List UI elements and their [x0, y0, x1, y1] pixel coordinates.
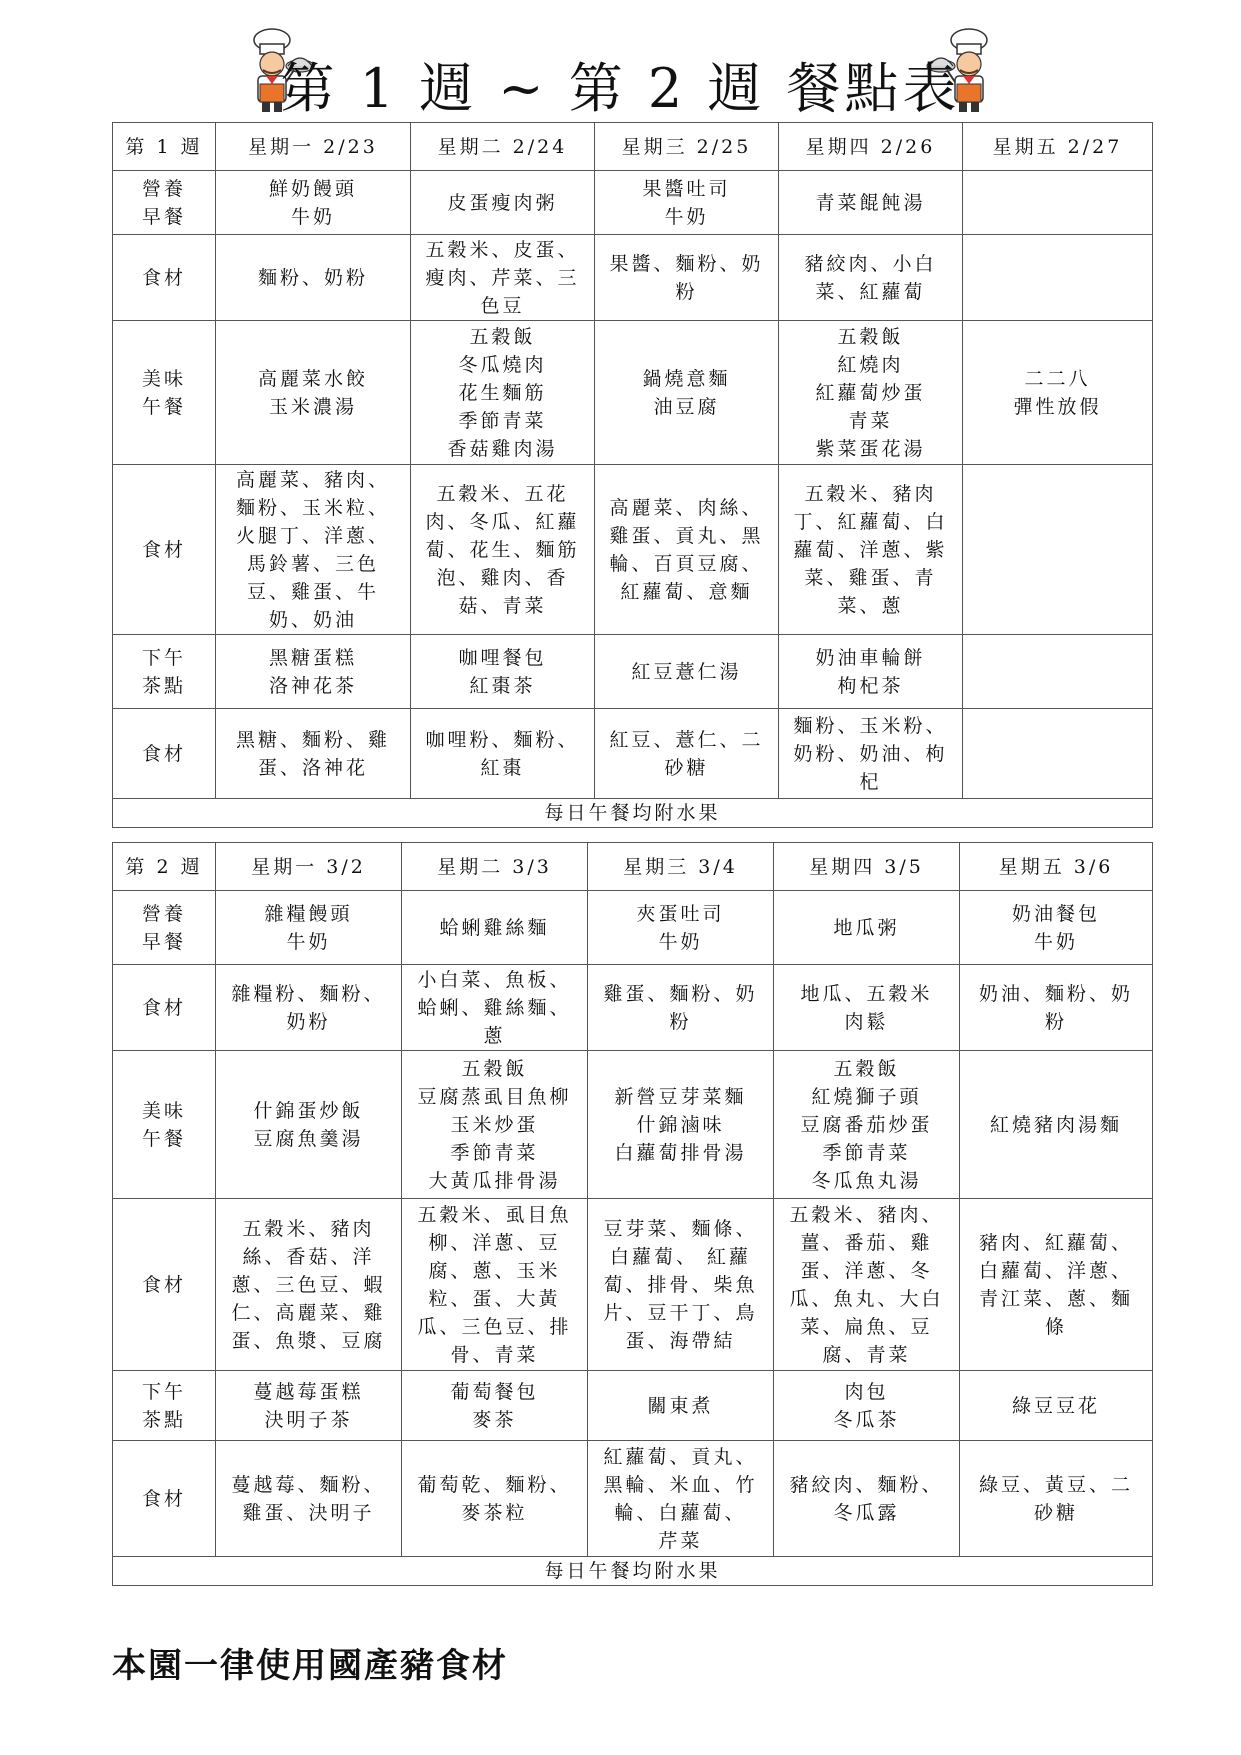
menu-row — [113, 709, 1153, 799]
menu-row — [113, 1199, 1153, 1371]
menu-cell: 地瓜、五穀米 肉鬆 — [774, 965, 960, 1051]
row-label: 美味 午餐 — [113, 321, 216, 465]
week-header-row — [113, 843, 1153, 891]
menu-row — [113, 465, 1153, 635]
day-header: 星期四 2/26 — [779, 123, 963, 171]
menu-cell: 咖哩粉、麵粉、 紅棗 — [411, 709, 595, 799]
menu-row — [113, 321, 1153, 465]
menu-cell — [963, 635, 1153, 709]
menu-cell: 果醬吐司 牛奶 — [595, 171, 779, 235]
menu-cell: 高麗菜、肉絲、 雞蛋、貢丸、黑 輪、百頁豆腐、 紅蘿蔔、意麵 — [595, 465, 779, 635]
day-header: 星期四 3/5 — [774, 843, 960, 891]
menu-cell: 五穀米、豬肉 丁、紅蘿蔔、白 蘿蔔、洋蔥、紫 菜、雞蛋、青 菜、蔥 — [779, 465, 963, 635]
menu-cell: 肉包 冬瓜茶 — [774, 1371, 960, 1441]
menu-cell: 高麗菜水餃 玉米濃湯 — [216, 321, 411, 465]
menu-row — [113, 1371, 1153, 1441]
menu-cell: 五穀米、五花 肉、冬瓜、紅蘿 蔔、花生、麵筋 泡、雞肉、香 菇、青菜 — [411, 465, 595, 635]
footer-note: 本園一律使用國產豬食材 — [112, 1646, 508, 1686]
row-label: 下午 茶點 — [113, 1371, 216, 1441]
row-label: 食材 — [113, 235, 216, 321]
day-header: 星期二 2/24 — [411, 123, 595, 171]
note-row — [113, 1557, 1153, 1586]
menu-cell: 鍋燒意麵 油豆腐 — [595, 321, 779, 465]
menu-row — [113, 635, 1153, 709]
row-label: 營養 早餐 — [113, 891, 216, 965]
menu-cell — [963, 709, 1153, 799]
row-label: 食材 — [113, 465, 216, 635]
page-header — [0, 0, 1241, 122]
menu-cell: 小白菜、魚板、 蛤蜊、雞絲麵、 蔥 — [402, 965, 588, 1051]
day-header: 星期一 3/2 — [216, 843, 402, 891]
menu-cell: 鮮奶饅頭 牛奶 — [216, 171, 411, 235]
row-label: 營養 早餐 — [113, 171, 216, 235]
menu-cell: 麵粉、玉米粉、 奶粉、奶油、枸 杞 — [779, 709, 963, 799]
menu-cell: 豬絞肉、小白 菜、紅蘿蔔 — [779, 235, 963, 321]
day-header: 星期五 3/6 — [960, 843, 1153, 891]
menu-row — [113, 235, 1153, 321]
menu-cell: 什錦蛋炒飯 豆腐魚羹湯 — [216, 1051, 402, 1199]
row-label: 食材 — [113, 1441, 216, 1557]
menu-cell: 豬絞肉、麵粉、 冬瓜露 — [774, 1441, 960, 1557]
menu-cell: 葡萄餐包 麥茶 — [402, 1371, 588, 1441]
fruit-note: 每日午餐均附水果 — [113, 1557, 1153, 1586]
menu-cell: 五穀飯 紅燒獅子頭 豆腐番茄炒蛋 季節青菜 冬瓜魚丸湯 — [774, 1051, 960, 1199]
menu-cell: 黑糖、麵粉、雞 蛋、洛神花 — [216, 709, 411, 799]
menu-cell: 咖哩餐包 紅棗茶 — [411, 635, 595, 709]
week-header-row — [113, 123, 1153, 171]
menu-cell: 雜糧饅頭 牛奶 — [216, 891, 402, 965]
day-header: 星期三 3/4 — [588, 843, 774, 891]
menu-row — [113, 1051, 1153, 1199]
menu-cell: 五穀米、皮蛋、 瘦肉、芹菜、三 色豆 — [411, 235, 595, 321]
week-1-menu-table — [112, 122, 1153, 828]
page-title: 第 1 週 ~ 第 2 週 餐點表 — [280, 57, 961, 120]
row-label: 下午 茶點 — [113, 635, 216, 709]
week-label: 第 2 週 — [113, 843, 216, 891]
row-label: 食材 — [113, 965, 216, 1051]
menu-cell — [963, 465, 1153, 635]
day-header: 星期一 2/23 — [216, 123, 411, 171]
menu-cell: 紅燒豬肉湯麵 — [960, 1051, 1153, 1199]
menu-cell: 蛤蜊雞絲麵 — [402, 891, 588, 965]
menu-cell: 豬肉、紅蘿蔔、 白蘿蔔、洋蔥、 青江菜、蔥、麵 條 — [960, 1199, 1153, 1371]
menu-row — [113, 965, 1153, 1051]
menu-cell: 雜糧粉、麵粉、 奶粉 — [216, 965, 402, 1051]
fruit-note: 每日午餐均附水果 — [113, 799, 1153, 828]
menu-cell: 五穀飯 冬瓜燒肉 花生麵筋 季節青菜 香菇雞肉湯 — [411, 321, 595, 465]
menu-cell: 奶油餐包 牛奶 — [960, 891, 1153, 965]
menu-cell: 紅豆薏仁湯 — [595, 635, 779, 709]
menu-cell: 豆芽菜、麵條、 白蘿蔔、 紅蘿 蔔、排骨、柴魚 片、豆干丁、鳥 蛋、海帶結 — [588, 1199, 774, 1371]
menu-cell: 五穀飯 紅燒肉 紅蘿蔔炒蛋 青菜 紫菜蛋花湯 — [779, 321, 963, 465]
menu-cell — [963, 235, 1153, 321]
week-2-menu-table — [112, 842, 1153, 1586]
menu-row — [113, 171, 1153, 235]
menu-cell: 雞蛋、麵粉、奶 粉 — [588, 965, 774, 1051]
menu-row — [113, 1441, 1153, 1557]
row-label: 美味 午餐 — [113, 1051, 216, 1199]
menu-cell: 蔓越莓、麵粉、 雞蛋、決明子 — [216, 1441, 402, 1557]
menu-cell: 二二八 彈性放假 — [963, 321, 1153, 465]
menu-cell: 皮蛋瘦肉粥 — [411, 171, 595, 235]
row-label: 食材 — [113, 1199, 216, 1371]
menu-cell: 奶油車輪餅 枸杞茶 — [779, 635, 963, 709]
menu-cell: 黑糖蛋糕 洛神花茶 — [216, 635, 411, 709]
menu-row — [113, 891, 1153, 965]
menu-cell: 關東煮 — [588, 1371, 774, 1441]
menu-cell: 青菜餛飩湯 — [779, 171, 963, 235]
row-label: 食材 — [113, 709, 216, 799]
menu-cell: 奶油、麵粉、奶 粉 — [960, 965, 1153, 1051]
menu-cell: 麵粉、奶粉 — [216, 235, 411, 321]
day-header: 星期三 2/25 — [595, 123, 779, 171]
menu-cell: 新營豆芽菜麵 什錦滷味 白蘿蔔排骨湯 — [588, 1051, 774, 1199]
menu-cell: 紅蘿蔔、貢丸、 黑輪、米血、竹 輪、白蘿蔔、 芹菜 — [588, 1441, 774, 1557]
menu-cell — [963, 171, 1153, 235]
menu-cell: 綠豆豆花 — [960, 1371, 1153, 1441]
day-header: 星期五 2/27 — [963, 123, 1153, 171]
menu-cell: 葡萄乾、麵粉、 麥茶粒 — [402, 1441, 588, 1557]
week-label: 第 1 週 — [113, 123, 216, 171]
menu-cell: 五穀米、豬肉、 薑、番茄、雞 蛋、洋蔥、冬 瓜、魚丸、大白 菜、扁魚、豆 腐、青菜 — [774, 1199, 960, 1371]
menu-cell: 果醬、麵粉、奶 粉 — [595, 235, 779, 321]
menu-cell: 蔓越莓蛋糕 決明子茶 — [216, 1371, 402, 1441]
menu-cell: 五穀米、虱目魚 柳、洋蔥、豆 腐、蔥、玉米 粒、蛋、大黃 瓜、三色豆、排 骨、青菜 — [402, 1199, 588, 1371]
menu-cell: 紅豆、薏仁、二 砂糖 — [595, 709, 779, 799]
menu-cell: 五穀飯 豆腐蒸虱目魚柳 玉米炒蛋 季節青菜 大黃瓜排骨湯 — [402, 1051, 588, 1199]
menu-cell: 五穀米、豬肉 絲、香菇、洋 蔥、三色豆、蝦 仁、高麗菜、雞 蛋、魚漿、豆腐 — [216, 1199, 402, 1371]
menu-cell: 高麗菜、豬肉、 麵粉、玉米粒、 火腿丁、洋蔥、 馬鈴薯、三色 豆、雞蛋、牛 奶、奶油 — [216, 465, 411, 635]
menu-cell: 綠豆、黃豆、二 砂糖 — [960, 1441, 1153, 1557]
menu-cell: 夾蛋吐司 牛奶 — [588, 891, 774, 965]
note-row — [113, 799, 1153, 828]
day-header: 星期二 3/3 — [402, 843, 588, 891]
menu-cell: 地瓜粥 — [774, 891, 960, 965]
